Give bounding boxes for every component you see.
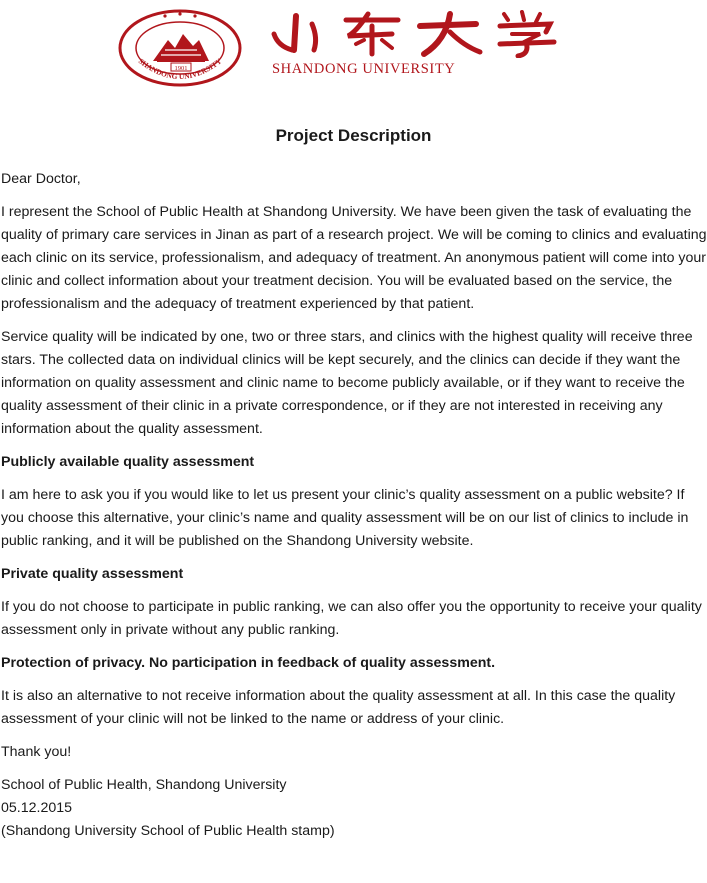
private-assessment-paragraph: If you do not choose to participate in public ranking, we can also offer you the opportunity to receive your quality assessment only in private without any public ranking.: [1, 599, 702, 638]
privacy-heading: Protection of privacy. No participation in feedback of quality assessment.: [1, 655, 496, 671]
public-assessment-paragraph: I am here to ask you if you would like to let us present your clinic’s quality assessment on a public website? If you choose this alternative, your clinic’s name and quality assessment will be on our list of clinics to include in public ranking, and it will be published on the Shandong University website.: [1, 487, 689, 549]
letter-body: [1, 168, 707, 843]
university-name-en: SHANDONG UNIVERSITY: [272, 61, 456, 77]
seal-year: 1901: [174, 65, 188, 72]
intro-paragraph: I represent the School of Public Health at Shandong University. We have been given the task of evaluating the quality of primary care services in Jinan as part of a research project. We will be coming to clinics and evaluating each clinic on its service, professionalism, and adequacy of treatment. An anonymous patient will come into your clinic and collect information about your treatment decision. You will be evaluated based on the service, the professionalism and the adequacy of treatment experienced by that patient.: [1, 204, 707, 312]
public-assessment-heading: Publicly available quality assessment: [1, 454, 255, 470]
university-seal-icon: [113, 6, 247, 90]
greeting: Dear Doctor,: [1, 171, 81, 187]
stamp-note: (Shandong University School of Public Health stamp): [1, 823, 335, 839]
stars-paragraph: Service quality will be indicated by one, two or three stars, and clinics with the highest quality will receive three stars. The collected data on individual clinics will be kept securely, and the clinics can decide if they want the information on quality assessment and clinic name to become publicly available, or if they want to receive the quality assessment of their clinic in a private correspondence, or if they are not interested in receiving any information about the quality assessment.: [1, 329, 693, 437]
signature-line: School of Public Health, Shandong University: [1, 777, 287, 793]
privacy-paragraph: It is also an alternative to not receive information about the quality assessment at all. In this case the quality assessment of your clinic will not be linked to the name or address of your clinic.: [1, 688, 676, 727]
seal-text: SHANDONG UNIVERSITY: [136, 56, 224, 82]
signature-date: 05.12.2015: [1, 800, 73, 816]
university-calligraphy-logo: [268, 10, 563, 58]
page-title: Project Description: [275, 126, 432, 145]
closing: Thank you!: [1, 744, 72, 760]
private-assessment-heading: Private quality assessment: [1, 566, 184, 582]
letterhead: [0, 0, 707, 90]
